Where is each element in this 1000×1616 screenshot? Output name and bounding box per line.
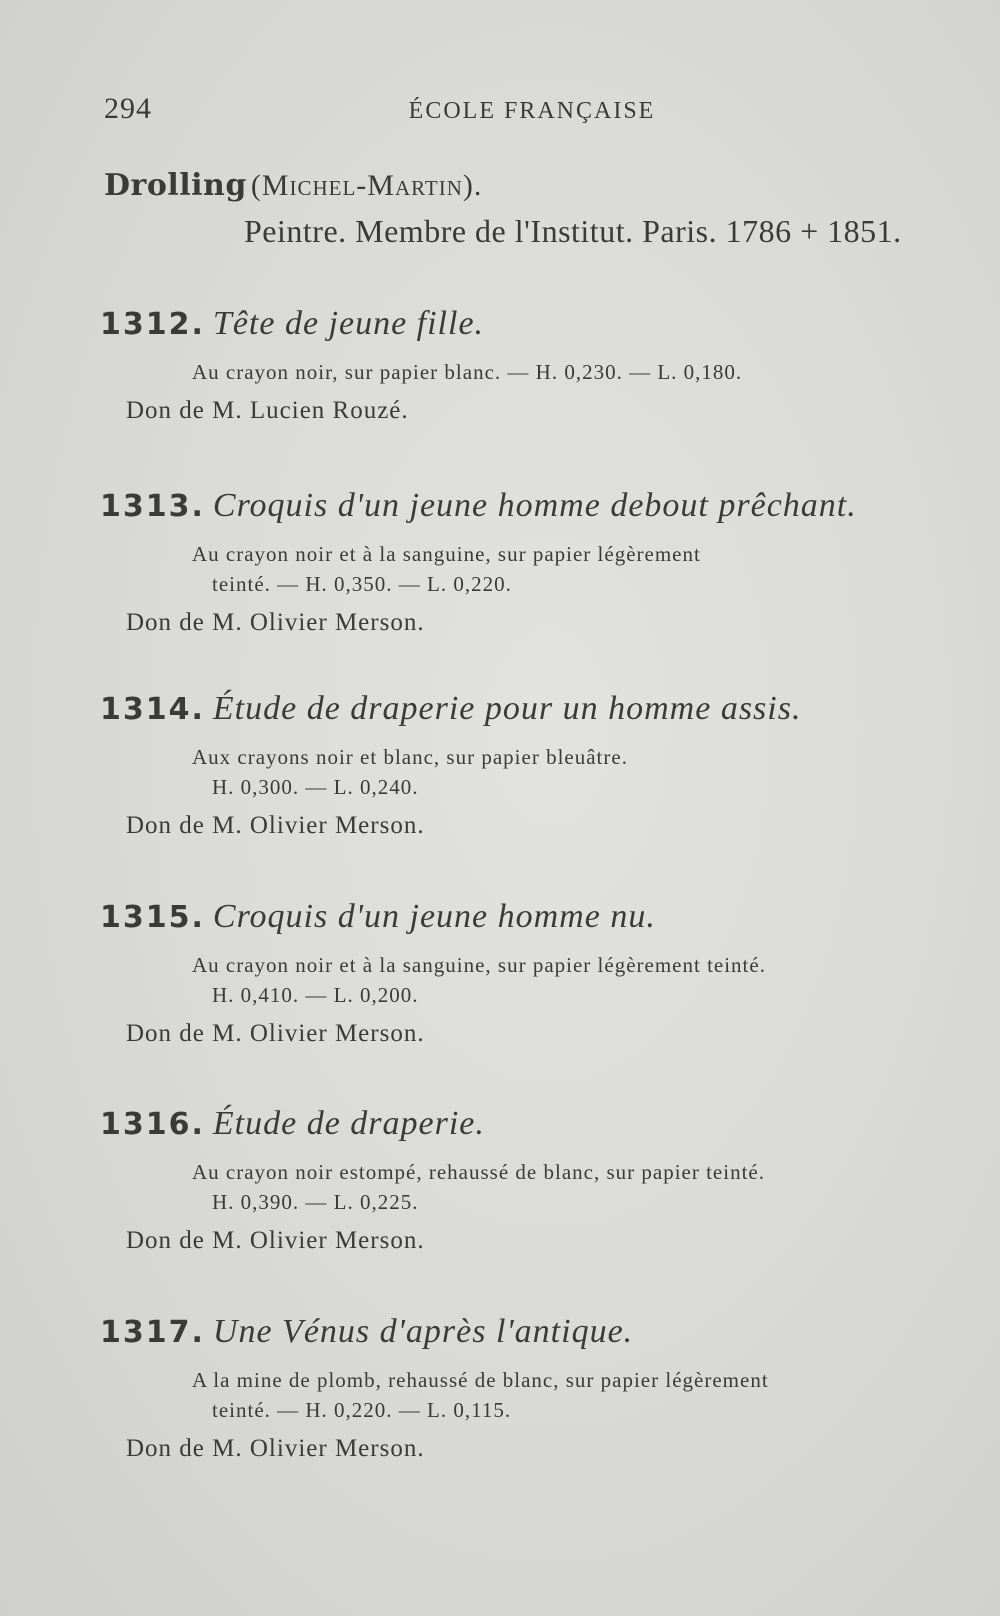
artist-bio: Peintre. Membre de l'Institut. Paris. 1786 + 1851. — [244, 213, 902, 249]
entry-heading — [100, 1105, 940, 1143]
entry-title: Croquis d'un jeune homme nu. — [212, 898, 656, 935]
entry-medium: Au crayon noir estompé, rehaussé de blanc, sur papier teinté. — [192, 1160, 765, 1184]
entry-number: 1315. — [100, 900, 205, 935]
catalogue-entry — [100, 898, 940, 1048]
entry-medium: Au crayon noir et à la sanguine, sur papier légèrement — [192, 542, 701, 566]
entry-number: 1316. — [100, 1107, 205, 1142]
artist-heading — [104, 168, 944, 251]
entry-number: 1312. — [100, 307, 205, 342]
catalogue-entry — [100, 1313, 940, 1463]
artist-first-names: (Michel-Martin). — [250, 169, 483, 202]
entry-title: Étude de draperie pour un homme assis. — [212, 690, 802, 727]
entry-number: 1314. — [100, 692, 205, 727]
catalogue-entry — [100, 305, 940, 425]
page-number: 294 — [104, 92, 152, 125]
entry-heading — [100, 898, 940, 936]
entry-title: Tête de jeune fille. — [212, 305, 485, 342]
entry-description — [192, 950, 932, 1010]
entry-title: Une Vénus d'après l'antique. — [212, 1313, 634, 1350]
entry-description — [192, 1157, 932, 1217]
entry-heading — [100, 487, 940, 525]
entry-title: Étude de draperie. — [212, 1105, 485, 1142]
entry-dimensions: H. 0,390. — L. 0,225. — [212, 1190, 419, 1214]
entry-heading — [100, 690, 940, 728]
catalogue-entry — [100, 1105, 940, 1255]
entry-medium: Au crayon noir, sur papier blanc. — H. 0,230. — L. 0,180. — [192, 360, 743, 384]
entry-description — [192, 1365, 932, 1425]
entry-donor: Don de M. Olivier Merson. — [126, 1020, 425, 1047]
entry-dimensions: H. 0,300. — L. 0,240. — [212, 775, 419, 799]
running-title: ÉCOLE FRANÇAISE — [408, 98, 656, 124]
entry-description — [192, 742, 932, 802]
entry-heading — [100, 1313, 940, 1351]
entry-medium: A la mine de plomb, rehaussé de blanc, sur papier légèrement — [192, 1368, 769, 1392]
page-header — [104, 92, 920, 132]
entry-donor: Don de M. Olivier Merson. — [126, 1227, 425, 1254]
entry-title: Croquis d'un jeune homme debout prêchant. — [212, 487, 857, 524]
catalogue-entry — [100, 690, 940, 840]
catalogue-entry — [100, 487, 940, 637]
entry-donor: Don de M. Olivier Merson. — [126, 812, 425, 839]
entry-medium: Au crayon noir et à la sanguine, sur papier légèrement teinté. — [192, 953, 766, 977]
entry-donor: Don de M. Olivier Merson. — [126, 1435, 425, 1462]
entry-dimensions: teinté. — H. 0,350. — L. 0,220. — [212, 572, 512, 596]
entry-number: 1317. — [100, 1315, 205, 1350]
entry-donor: Don de M. Lucien Rouzé. — [126, 397, 409, 424]
entry-dimensions: teinté. — H. 0,220. — L. 0,115. — [212, 1398, 512, 1422]
entry-number: 1313. — [100, 489, 205, 524]
entry-heading — [100, 305, 940, 343]
entry-description — [192, 539, 932, 599]
entry-donor: Don de M. Olivier Merson. — [126, 609, 425, 636]
entry-dimensions: H. 0,410. — L. 0,200. — [212, 983, 419, 1007]
entry-description — [192, 357, 932, 387]
entry-medium: Aux crayons noir et blanc, sur papier bleuâtre. — [192, 745, 628, 769]
artist-surname: Drolling — [104, 168, 247, 203]
